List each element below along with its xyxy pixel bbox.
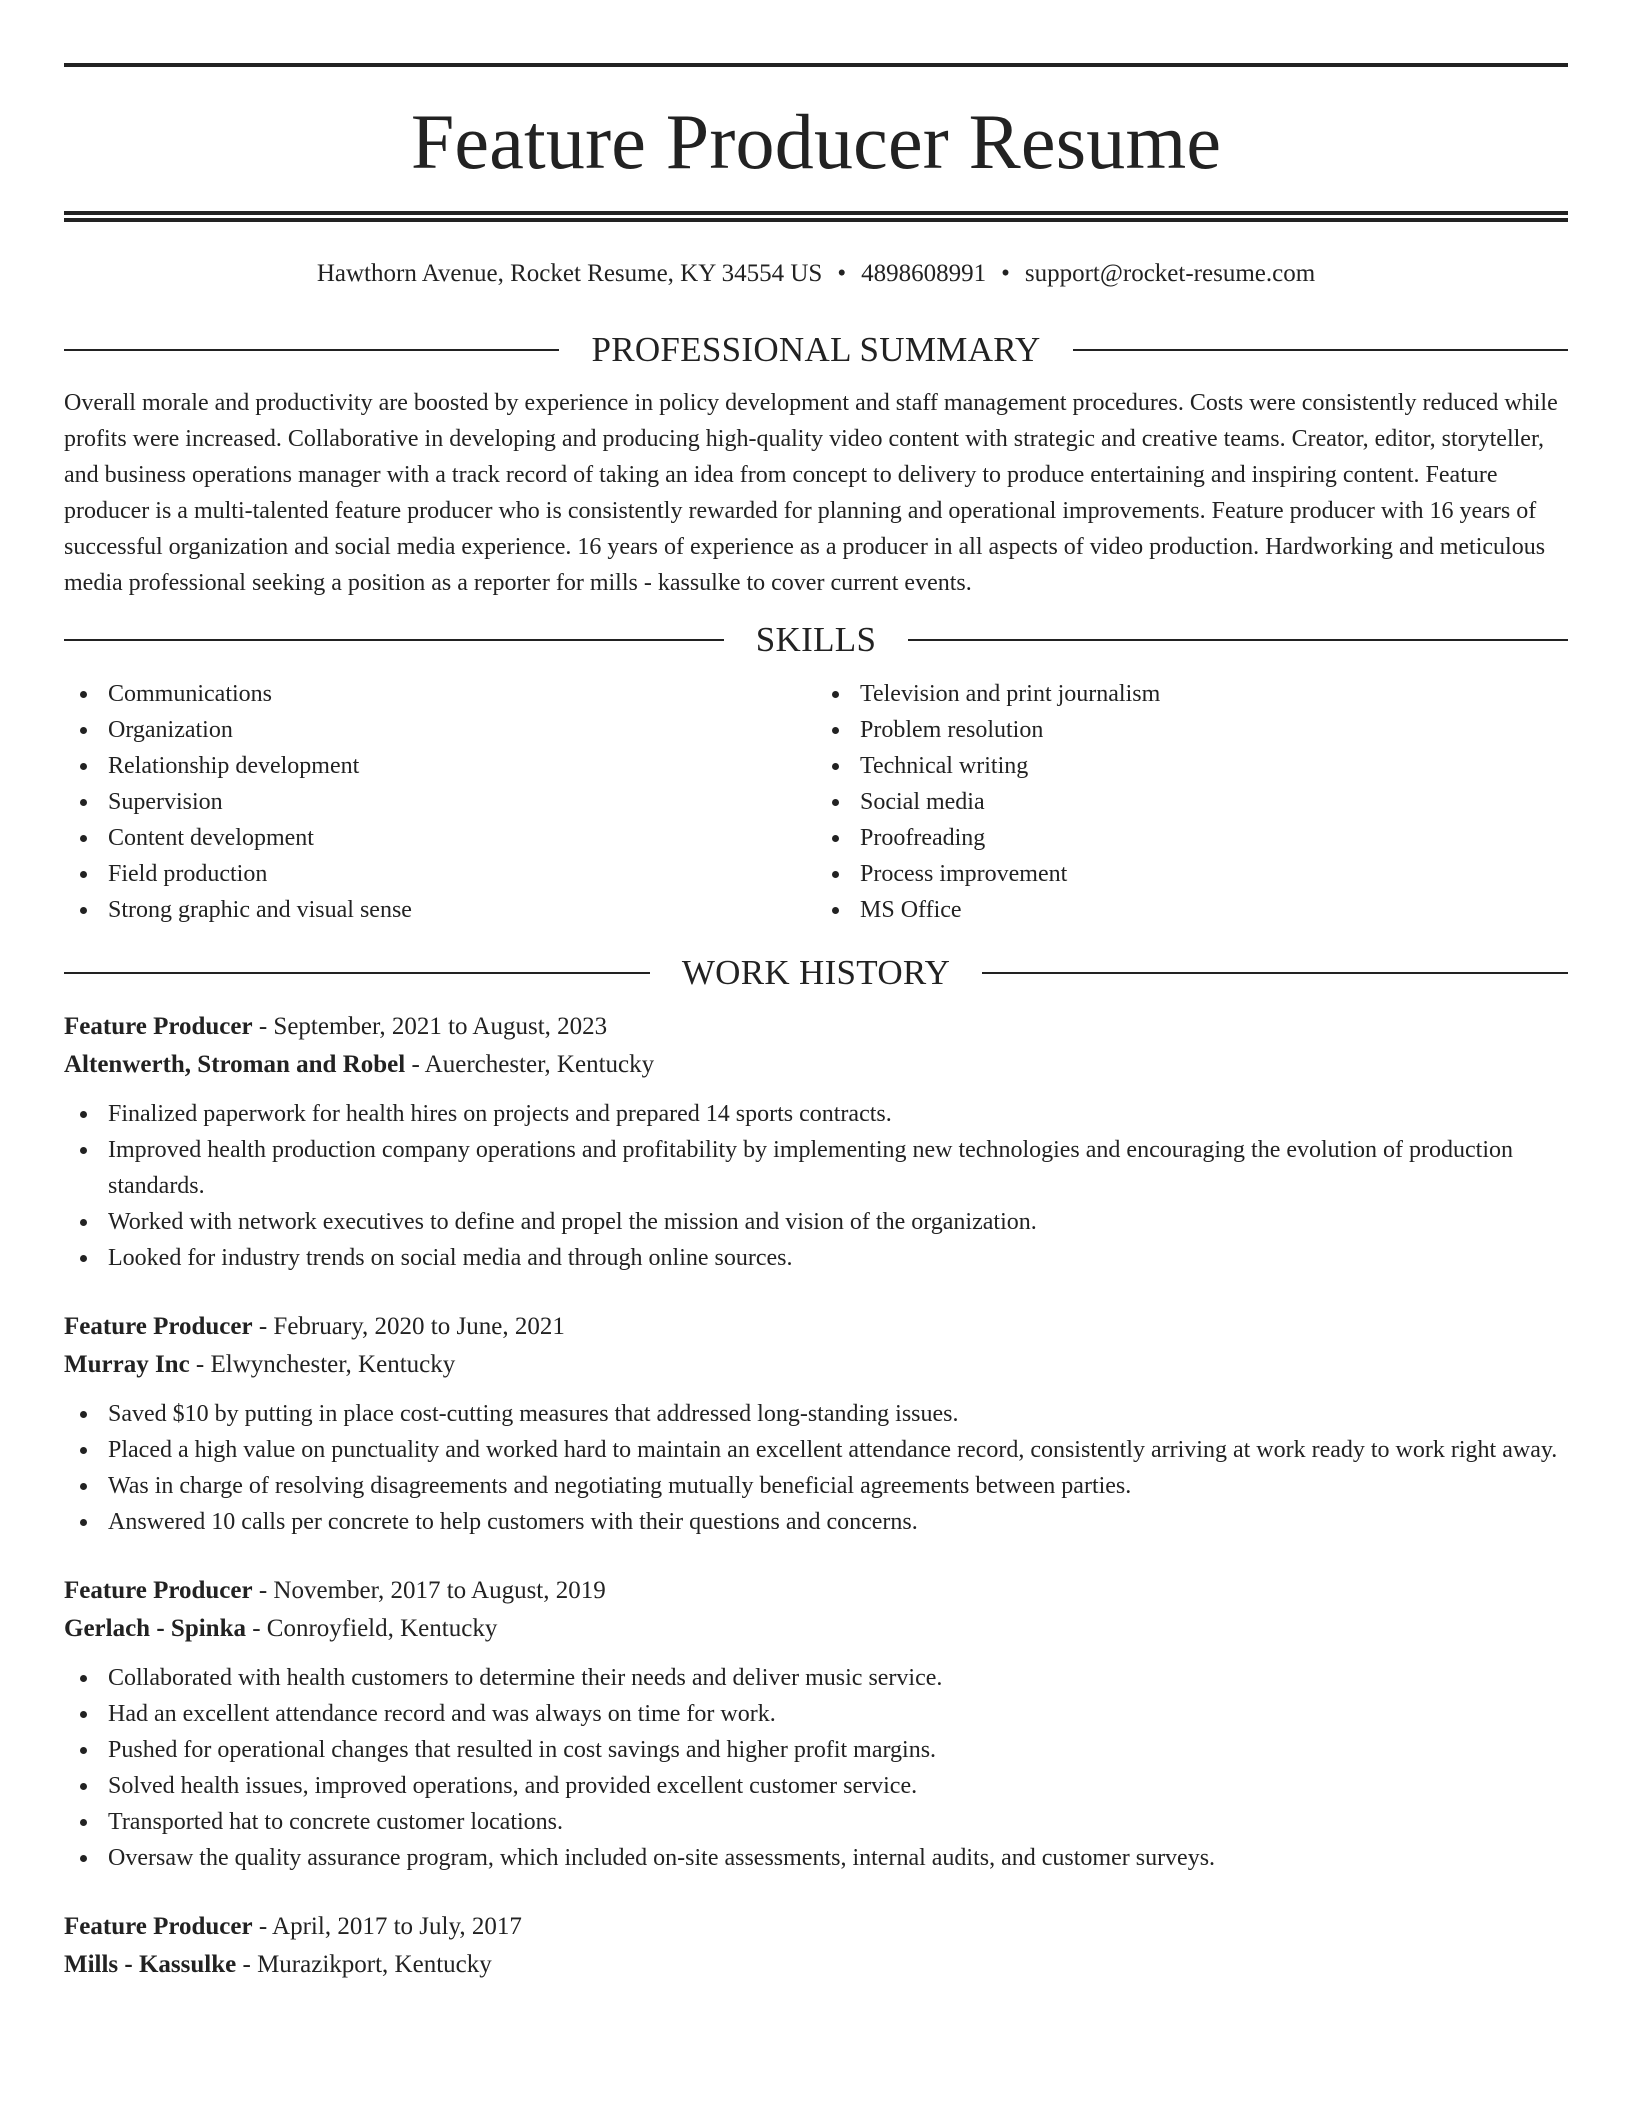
job-company: Altenwerth, Stroman and Robel xyxy=(64,1051,406,1078)
skill-item: Relationship development xyxy=(64,748,816,784)
skills-columns xyxy=(64,676,1568,928)
heading-rule xyxy=(908,639,1568,641)
job-bullet: Finalized paperwork for health hires on projects and prepared 14 sports contracts. xyxy=(64,1096,1568,1132)
heading-rule xyxy=(64,639,724,641)
job-location: - Conroyfield, Kentucky xyxy=(245,1615,498,1642)
job-title: Feature Producer xyxy=(64,1313,253,1340)
job-bullets xyxy=(64,1396,1568,1540)
job-company: Gerlach - Spinka xyxy=(64,1615,246,1642)
skill-item: Field production xyxy=(64,856,816,892)
job-bullet: Looked for industry trends on social media and through online sources. xyxy=(64,1240,1568,1276)
job-title-line xyxy=(64,1008,1568,1046)
job-entry xyxy=(64,1308,1568,1540)
job-bullet: Answered 10 calls per concrete to help customers with their questions and concerns. xyxy=(64,1504,1568,1540)
title-double-rule xyxy=(64,211,1568,222)
contact-line xyxy=(64,258,1568,290)
job-title: Feature Producer xyxy=(64,1913,253,1940)
job-bullet: Oversaw the quality assurance program, which included on-site assessments, internal audits, and customer surveys. xyxy=(64,1840,1568,1876)
job-entry xyxy=(64,1908,1568,1984)
job-bullet: Was in charge of resolving disagreements and negotiating mutually beneficial agreements between parties. xyxy=(64,1468,1568,1504)
skill-item: Problem resolution xyxy=(816,712,1568,748)
job-entry xyxy=(64,1008,1568,1276)
job-bullet: Transported hat to concrete customer locations. xyxy=(64,1804,1568,1840)
job-bullet: Placed a high value on punctuality and worked hard to maintain an excellent attendance record, consistently arriving at work ready to work right away. xyxy=(64,1432,1568,1468)
skill-item: Strong graphic and visual sense xyxy=(64,892,816,928)
skill-item: Content development xyxy=(64,820,816,856)
work-heading-label: WORK HISTORY xyxy=(681,953,951,992)
job-company-line xyxy=(64,1946,1568,1984)
job-dates: - November, 2017 to August, 2019 xyxy=(252,1577,606,1604)
skills-list-left xyxy=(64,676,816,928)
job-company-line xyxy=(64,1610,1568,1648)
job-entry xyxy=(64,1572,1568,1876)
skill-item: Supervision xyxy=(64,784,816,820)
skill-item: Organization xyxy=(64,712,816,748)
job-company: Mills - Kassulke xyxy=(64,1951,237,1978)
job-dates: - April, 2017 to July, 2017 xyxy=(252,1913,522,1940)
skill-item: MS Office xyxy=(816,892,1568,928)
heading-rule xyxy=(1073,349,1568,351)
contact-email: support@rocket-resume.com xyxy=(1024,260,1316,287)
job-title: Feature Producer xyxy=(64,1577,253,1604)
job-location: - Murazikport, Kentucky xyxy=(236,1951,492,1978)
job-bullet: Saved $10 by putting in place cost-cutting measures that addressed long-standing issues. xyxy=(64,1396,1568,1432)
resume-title: Feature Producer Resume xyxy=(410,98,1222,185)
contact-address: Hawthorn Avenue, Rocket Resume, KY 34554 US xyxy=(316,260,823,287)
job-company-line xyxy=(64,1346,1568,1384)
skill-item: Process improvement xyxy=(816,856,1568,892)
job-bullet: Worked with network executives to define and propel the mission and vision of the organization. xyxy=(64,1204,1568,1240)
work-heading xyxy=(64,948,1568,998)
skills-heading-label: SKILLS xyxy=(755,620,877,659)
job-bullet: Had an excellent attendance record and was always on time for work. xyxy=(64,1696,1568,1732)
job-location: - Elwynchester, Kentucky xyxy=(189,1351,456,1378)
job-title-line xyxy=(64,1308,1568,1346)
job-bullet: Collaborated with health customers to determine their needs and deliver music service. xyxy=(64,1660,1568,1696)
job-title: Feature Producer xyxy=(64,1013,253,1040)
contact-separator: • xyxy=(1001,260,1010,287)
job-bullets xyxy=(64,1096,1568,1276)
summary-heading-label: PROFESSIONAL SUMMARY xyxy=(591,330,1041,369)
skill-item: Technical writing xyxy=(816,748,1568,784)
skill-item: Proofreading xyxy=(816,820,1568,856)
heading-rule xyxy=(64,349,559,351)
job-bullet: Pushed for operational changes that resulted in cost savings and higher profit margins. xyxy=(64,1732,1568,1768)
summary-heading xyxy=(64,325,1568,375)
skill-item: Communications xyxy=(64,676,816,712)
job-dates: - February, 2020 to June, 2021 xyxy=(252,1313,565,1340)
job-company: Murray Inc xyxy=(64,1351,190,1378)
contact-phone: 4898608991 xyxy=(861,260,987,287)
top-rule xyxy=(64,63,1568,67)
skill-item: Television and print journalism xyxy=(816,676,1568,712)
job-location: - Auerchester, Kentucky xyxy=(405,1051,655,1078)
job-bullet: Solved health issues, improved operations, and provided excellent customer service. xyxy=(64,1768,1568,1804)
job-company-line xyxy=(64,1046,1568,1084)
skills-list-right xyxy=(816,676,1568,928)
job-bullet: Improved health production company operations and profitability by implementing new technologies and encouraging the evolution of production standards. xyxy=(64,1132,1568,1204)
skills-heading xyxy=(64,615,1568,665)
job-bullets xyxy=(64,1660,1568,1876)
contact-separator: • xyxy=(837,260,847,287)
skill-item: Social media xyxy=(816,784,1568,820)
heading-rule xyxy=(982,972,1568,974)
job-title-line xyxy=(64,1572,1568,1610)
job-title-line xyxy=(64,1908,1568,1946)
summary-text: Overall morale and productivity are boosted by experience in policy development and staff management procedures. Costs were consistently reduced while profits were increased. Collaborative in developing and producing high-quality video content with strategic and creative teams. Creator, editor, storyteller, and business operations manager with a track record of taking an idea from concept to delivery to produce entertaining and inspiring content. Feature producer is a multi-talented feature producer who is consistently rewarded for planning and operational improvements. Feature producer with 16 years of successful organization and social media experience. 16 years of experience as a producer in all aspects of video production. Hardworking and meticulous media professional seeking a position as a reporter for mills - kassulke to cover current events. xyxy=(64,390,1558,596)
heading-rule xyxy=(64,972,650,974)
job-dates: - September, 2021 to August, 2023 xyxy=(252,1013,608,1040)
